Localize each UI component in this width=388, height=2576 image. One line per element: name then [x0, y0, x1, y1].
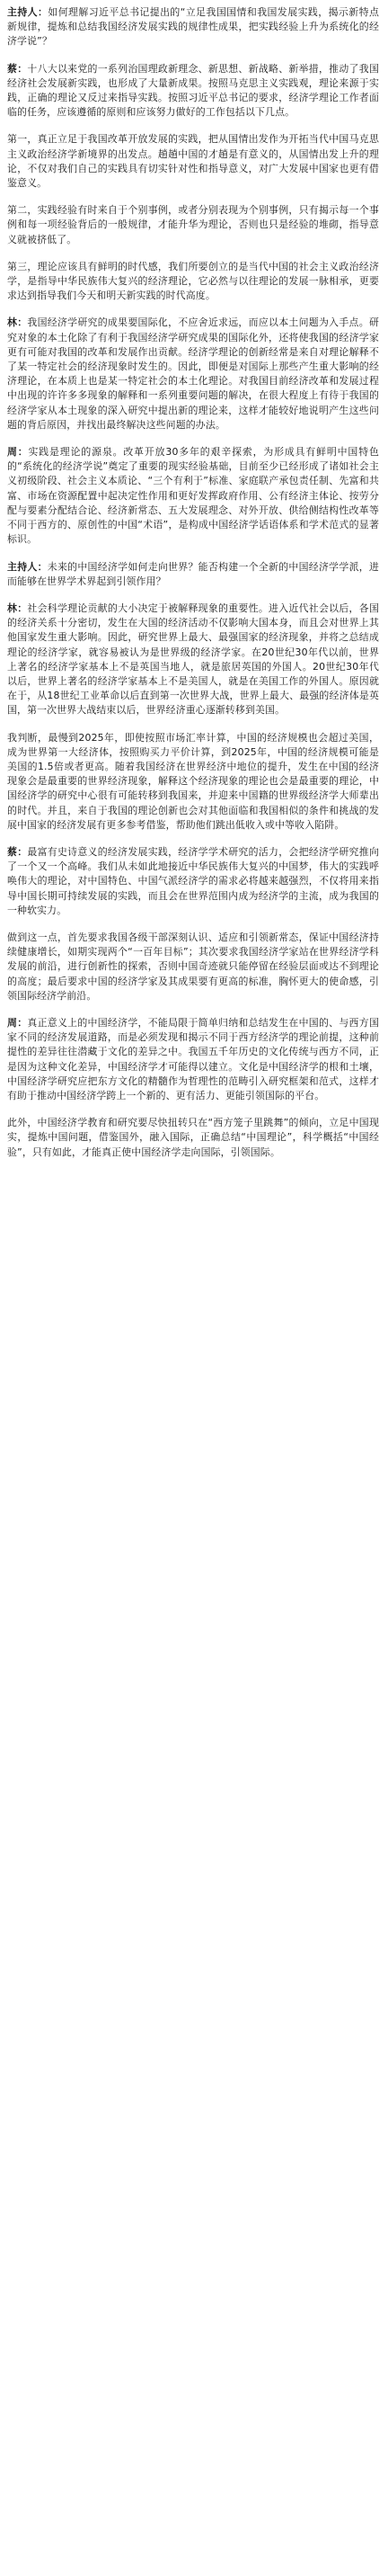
paragraph-text: 社会科学理论贡献的大小决定于被解释现象的重要性。进入近代社会以后，各国的经济关系十分密切，发生在大国的经济活动不仅影响大国本身，而且会对世界上其他国家发生重大影响。因此，研究世界上最大、最强国家的经济现象，并将之总结成理论的经济学家，就容易被认为是世界级的经济学家。在20世纪30年代以前，世界上著名的经济学家基本上不是英国当地人，就是旅居英国的外国人。20世纪30年代以后，世界上著名的经济学家基本上不是美国人，就是在美国工作的外国人。原因就在于，从18世纪工业革命以后直到第一次世界大战，世界上最大、最强的经济体是英国，第一次世界大战结束以后，世界经济重心逐渐转移到美国。 — [7, 602, 379, 717]
speaker-label: 蔡： — [7, 845, 28, 858]
speaker-label: 蔡： — [7, 62, 28, 75]
speaker-label: 林： — [7, 316, 28, 329]
paragraph-text: 实践是理论的源泉。改革开放30多年的艰辛探索，为形成具有鲜明中国特色的“系统化的经济学说”奠定了重要的现实经验基础，目前至少已经形成了诸如社会主义初级阶段、社会主义本质论、“三个有利于”标准、家庭联产承包责任制、先富和共富、市场在资源配置中起决定性作用和更好发挥政府作用、公有经济主体论、按劳分配与要素分配结合论、经济新常态、五大发展理念、对外开放、供给侧结构性改革等不同于西方的、原创性的中国“术语”，是构成中国经济学话语体系和学术范式的显著标识。 — [7, 446, 379, 546]
article-paragraph — [7, 731, 379, 833]
article-paragraph — [7, 132, 379, 191]
article-paragraph — [7, 316, 379, 432]
paragraph-text: 最富有史诗意义的经济发展实践，经济学学术研究的活力，会把经济学研究推向了一个又一个高峰。我们从未如此地接近中华民族伟大复兴的中国梦，伟大的实践呼唤伟大的理论，对中国特色、中国气派经济学的需求必将越来越强烈，不仅将用来指导中国长期可持续发展的实践，而且会在世界范围内成为经济学的主流，成为我国的一种软实力。 — [7, 845, 379, 916]
paragraph-text: 如何理解习近平总书记提出的“立足我国国情和我国发展实践，揭示新特点新规律，提炼和总结我国经济发展实践的规律性成果，把实践经验上升为系统化的经济学说”？ — [7, 6, 379, 48]
article-paragraph — [7, 62, 379, 120]
speaker-label: 林： — [7, 602, 28, 614]
article-paragraph — [7, 845, 379, 918]
article-paragraph — [7, 203, 379, 247]
speaker-label: 周： — [7, 1016, 28, 1029]
article-paragraph — [7, 602, 379, 718]
article-paragraph — [7, 1116, 379, 1160]
speaker-label: 周： — [7, 446, 29, 459]
article-paragraph — [7, 5, 379, 49]
article-paragraph — [7, 560, 379, 589]
article-paragraph — [7, 931, 379, 1003]
paragraph-text: 做到这一点，首先要求我国各级干部深刻认识、适应和引领新常态，保证中国经济持续健康增长，如期实现两个“一百年目标”；其次要求我国经济学家站在世界经济学科发展的前沿，进行创新性的探索，否则中国奇迹就只能停留在经验层面或达不到理论的高度；最后要求中国的经济学家及其成果要有更高的标准，胸怀更大的使命感，引领国际经济学前沿。 — [7, 931, 379, 1002]
article-paragraph — [7, 260, 379, 304]
paragraph-text: 真正意义上的中国经济学，不能局限于简单归纳和总结发生在中国的、与西方国家不同的经济发展道路，而是必须发现和揭示不同于西方经济学的理论前提，这种前提性的差异往往潜藏于文化的差异之中。我国五千年历史的文化传统与西方不同，正是因为这种文化差异，中国经济学才可能得以建立。文化是中国经济学的根和土壤，中国经济学研究应把东方文化的精髓作为哲理性的范畴引入研究框架和范式，这样才有助于推动中国经济学跨上一个新的、更有活力、更能引领国际的平台。 — [7, 1016, 379, 1101]
paragraph-text: 十八大以来党的一系列治国理政新理念、新思想、新战略、新举措，推动了我国经济社会发展新实践，也形成了大量新成果。按照马克思主义实践观，理论来源于实践，正确的理论又反过来指导实践。按照习近平总书记的要求，经济学理论工作者面临的任务，应该遵循的原则和应该努力做好的工作包括以下几点。 — [7, 62, 379, 119]
paragraph-text: 第一，真正立足于我国改革开放发展的实践，把从国情出发作为开拓当代中国马克思主义政治经济学新境界的出发点。趟趟中国的才趟是有意义的，从国情出发上升的理论，不仅对我们自己的实践具有切实针对性和指导意义，对广大发展中国家也更有借鉴意义。 — [7, 133, 379, 190]
speaker-label: 主持人： — [7, 560, 48, 573]
paragraph-text: 第三，理论应该具有鲜明的时代感，我们所要创立的是当代中国的社会主义政治经济学，是指导中华民族伟大复兴的经济理论，它必然与以往理论的发展一脉相承，更要求达到指导我们今天和明天新实践的时代高度。 — [7, 260, 379, 302]
speaker-label: 主持人： — [7, 6, 48, 18]
article-paragraph — [7, 445, 379, 547]
paragraph-text: 我判断，最慢到2025年，即使按照市场汇率计算，中国的经济规模也会超过美国，成为世界第一大经济体，按照购买力平价计算，到2025年，中国的经济规模可能是美国的1.5倍或者更高。随着我国经济在世界经济中地位的提升，发生在中国的经济现象会是最重要的世界经济现象，解释这个经济现象的理论也会是最重要的理论，中国经济学的研究中心很有可能转移到我国来，并迎来中国籍的世界级经济学大师辈出的时代。并且，来自于我国的理论创新也会对其他面临和我国相似的条件和挑战的发展中国家的经济发展有更多参考借鉴，帮助他们跳出低收入或中等收入陷阱。 — [7, 731, 379, 831]
article-paragraph — [7, 1016, 379, 1103]
paragraph-text: 未来的中国经济学如何走向世界？能否构建一个全新的中国经济学学派，进而能够在世界学术界起到引领作用？ — [7, 560, 379, 587]
paragraph-text: 第二，实践经验有时来自于个别事例，或者分别表现为个别事例，只有揭示每一个事例和每一项经验背后的一般规律，才能升华为理论，否则也只是经验的堆砌，指导意义就被挤低了。 — [7, 204, 379, 245]
paragraph-text: 此外，中国经济学教育和研究要尽快扭转只在“西方笼子里跳舞”的倾向，立足中国现实，提炼中国问题，借鉴国外，融入国际，正确总结“中国理论”，科学概括“中国经验”，只有如此，才能真正使中国经济学走向国际，引领国际。 — [7, 1117, 379, 1158]
paragraph-text: 我国经济学研究的成果要国际化，不应舍近求远，而应以本土问题为入手点。研究对象的本土化除了有利于我国经济学研究成果的国际化外，还将使我国的经济学家更有可能对我国的改革和发展作出贡献。经济学理论的创新经常是来自对理论解释不了某一特定社会的经济现象时发生的。因此，即便是对国际上那些产生重大影响的经济理论，在本质上也是某一特定社会的本土化理论。对我国目前经济改革和发展过程中出现的许许多多现象的解释和一系列重要问题的解决，在很大程度上有待于我国的经济学家从本土现象的深入研究中提出新的理论来，这样才能较好地说明产生这些问题的背后原因，并找出最终解决这些问题的办法。 — [7, 316, 379, 431]
